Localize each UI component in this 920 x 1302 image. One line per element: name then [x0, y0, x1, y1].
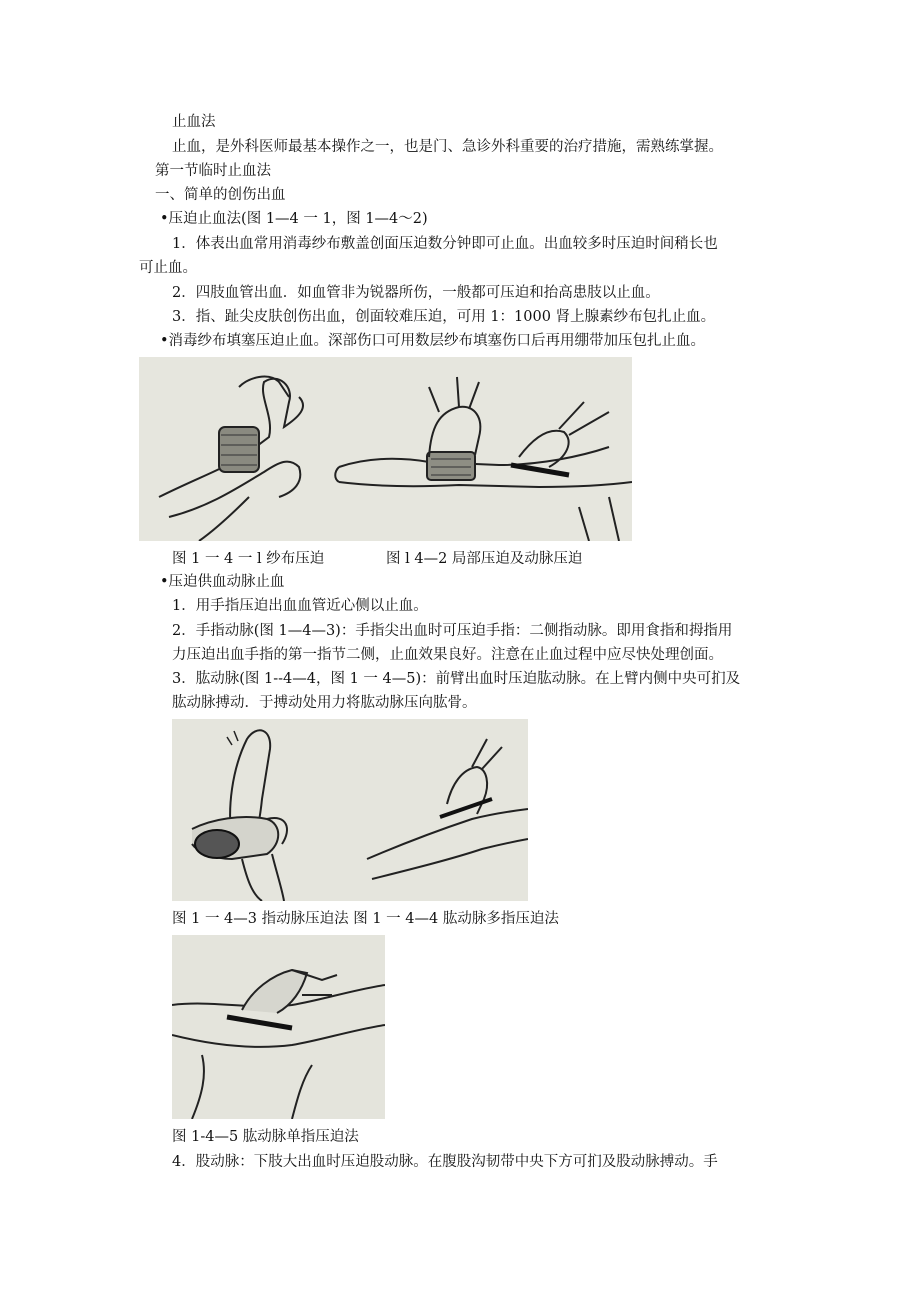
item-1: 1．用手指压迫出血血管近心侧以止血。: [172, 598, 428, 614]
intro-paragraph: 止血，是外科医师最基本操作之一，也是门、急诊外科重要的治疗措施，需熟练掌握。: [172, 139, 723, 155]
item-3-line-2: 肱动脉搏动．于搏动处用力将肱动脉压向肱骨。: [172, 695, 477, 711]
paragraph-3: 3．指、趾尖皮肤创伤出血，创面较难压迫，可用 1：1000 肾上腺素纱布包扎止血。: [172, 309, 716, 325]
section-heading: 第一节临时止血法: [155, 163, 271, 179]
figure-1-caption-a: 图 1 一 4 一 l 纱布压迫: [172, 551, 325, 567]
figure-finger-and-brachial-compression-drawing: [172, 719, 528, 901]
figure-2-caption: 图 1 一 4—3 指动脉压迫法 图 1 一 4—4 肱动脉多指压迫法: [172, 911, 559, 927]
title: 止血法: [172, 114, 216, 130]
item-2-line-2: 力压迫出血手指的第一指节二侧，止血效果良好。注意在止血过程中应尽快处理创面。: [172, 647, 723, 663]
figure-finger-and-brachial-compression: [172, 719, 528, 901]
item-4: 4．股动脉：下肢大出血时压迫股动脉。在腹股沟韧带中央下方可扪及股动脉搏动。手: [172, 1154, 718, 1170]
figure-brachial-single-finger-drawing: [172, 935, 385, 1119]
figure-1-caption-b: 图 l 4—2 局部压迫及动脉压迫: [386, 551, 583, 567]
figure-gauze-compression-drawing: [139, 357, 632, 541]
item-2-line-1: 2．手指动脉(图 1—4—3)：手指尖出血时可压迫手指：二侧指动脉。即用食指和拇指用: [172, 623, 733, 639]
figure-brachial-single-finger: [172, 935, 385, 1119]
paragraph-1-line-1: 1．体表出血常用消毒纱布敷盖创面压迫数分钟即可止血。出血较多时压迫时间稍长也: [172, 236, 718, 252]
paragraph-1-line-2: 可止血。: [139, 260, 197, 276]
bullet-artery-compression: •压迫供血动脉止血: [160, 574, 285, 590]
item-3-line-1: 3．肱动脉(图 1--4—4，图 1 一 4—5)：前臂出血时压迫肱动脉。在上臂内侧中央可扪及: [172, 671, 741, 687]
bullet-gauze-packing: •消毒纱布填塞压迫止血。深部伤口可用数层纱布填塞伤口后再用绷带加压包扎止血。: [160, 333, 706, 349]
bullet-pressure-hemostasis: •压迫止血法(图 1—4 一 1，图 1—4～2): [160, 211, 428, 227]
figure-gauze-compression: [139, 357, 632, 541]
paragraph-2: 2．四肢血管出血．如血管非为锐器所伤，一般都可压迫和抬高患肢以止血。: [172, 285, 660, 301]
figure-3-caption: 图 1-4—5 肱动脉单指压迫法: [172, 1129, 359, 1145]
subsection-heading: 一、简单的创伤出血: [155, 187, 286, 203]
